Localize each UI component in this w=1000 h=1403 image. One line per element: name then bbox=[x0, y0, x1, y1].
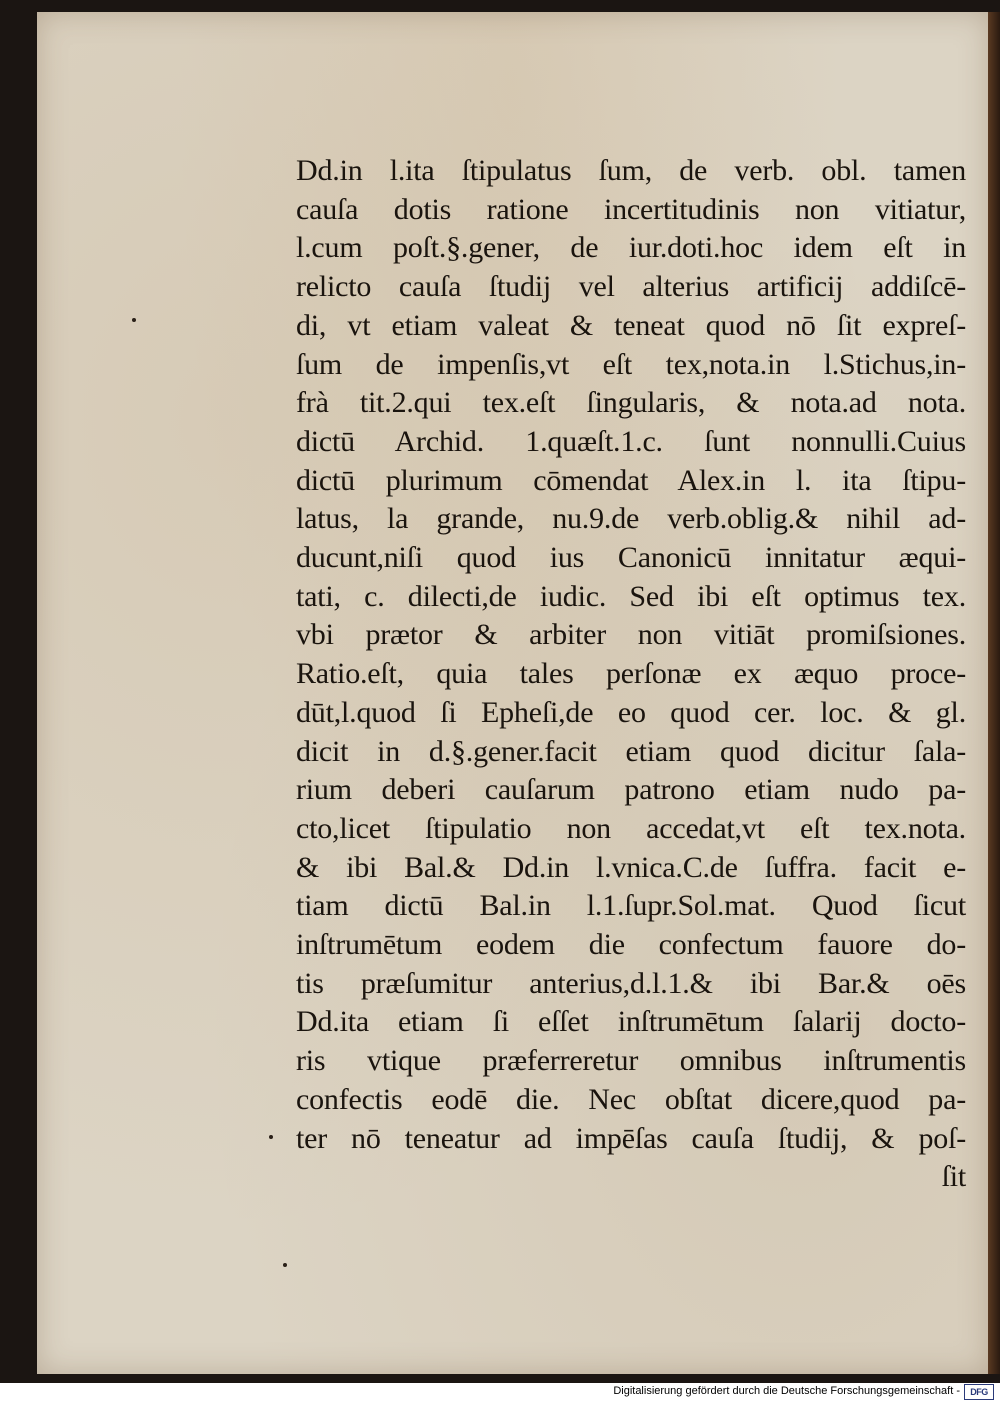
text-line: inſtrumētum eodem die confectum fauore do- bbox=[296, 928, 966, 962]
text-line: dūt,l.quod ſi Epheſi,de eo quod cer. loc. & gl. bbox=[296, 695, 966, 729]
text-line: cauſa dotis ratione incertitudinis non vitiatur, bbox=[296, 192, 966, 226]
text-line: relicto cauſa ſtudij vel alterius artificij addiſcē- bbox=[296, 270, 966, 304]
text-line: tis præſumitur anterius,d.l.1.& ibi Bar.& oēs bbox=[296, 966, 966, 1000]
catchword: ſit bbox=[941, 1160, 966, 1194]
dfg-logo: DFG bbox=[964, 1384, 994, 1400]
body-text bbox=[296, 152, 966, 1197]
text-line: di, vt etiam valeat & teneat quod nō ſit expreſ- bbox=[296, 308, 966, 342]
text-line: dicit in d.§.gener.facit etiam quod dicitur ſala- bbox=[296, 734, 966, 768]
text-line: vbi prætor & arbiter non vitiāt promiſsiones. bbox=[296, 618, 966, 652]
text-line: latus, la grande, nu.9.de verb.oblig.& nihil ad- bbox=[296, 502, 966, 536]
text-line: dictū plurimum cōmendat Alex.in l. ita ſtipu- bbox=[296, 463, 966, 497]
text-line: cto,licet ſtipulatio non accedat,vt eſt tex.nota. bbox=[296, 811, 966, 845]
digitization-credit: Digitalisierung gefördert durch die Deutsche Forschungsgemeinschaft - bbox=[613, 1385, 960, 1397]
text-line: Dd.ita etiam ſi eſſet inſtrumētum ſalarij docto- bbox=[296, 1005, 966, 1039]
text-line: tati, c. dilecti,de iudic. Sed ibi eſt optimus tex. bbox=[296, 579, 966, 613]
text-line: ter nō teneatur ad impēſas cauſa ſtudij, & poſ- bbox=[296, 1121, 966, 1155]
text-line: frà tit.2.qui tex.eſt ſingularis, & nota.ad nota. bbox=[296, 386, 966, 420]
text-line: & ibi Bal.& Dd.in l.vnica.C.de ſuffra. facit e- bbox=[296, 850, 966, 884]
ink-speck bbox=[283, 1263, 287, 1267]
text-line: ſum de impenſis,vt eſt tex,nota.in l.Stichus,in- bbox=[296, 347, 966, 381]
text-line: rium deberi cauſarum patrono etiam nudo pa- bbox=[296, 773, 966, 807]
text-line: ris vtique præferreretur omnibus inſtrumentis bbox=[296, 1044, 966, 1078]
page-edge-shadow bbox=[988, 12, 1000, 1374]
text-line: l.cum poſt.§.gener, de iur.doti.hoc idem eſt in bbox=[296, 231, 966, 265]
text-line: Dd.in l.ita ſtipulatus ſum, de verb. obl. tamen bbox=[296, 154, 966, 187]
text-line: confectis eodē die. Nec obſtat dicere,quod pa- bbox=[296, 1082, 966, 1116]
text-line: ducunt,niſi quod ius Canonicū innitatur æqui- bbox=[296, 541, 966, 575]
ink-speck bbox=[132, 318, 136, 322]
text-line: dictū Archid. 1.quæſt.1.c. ſunt nonnulli.Cuius bbox=[296, 424, 966, 458]
text-line: Ratio.eſt, quia tales perſonæ ex æquo proce- bbox=[296, 657, 966, 691]
ink-speck bbox=[269, 1135, 273, 1139]
text-line: tiam dictū Bal.in l.1.ſupr.Sol.mat. Quod ſicut bbox=[296, 889, 966, 923]
